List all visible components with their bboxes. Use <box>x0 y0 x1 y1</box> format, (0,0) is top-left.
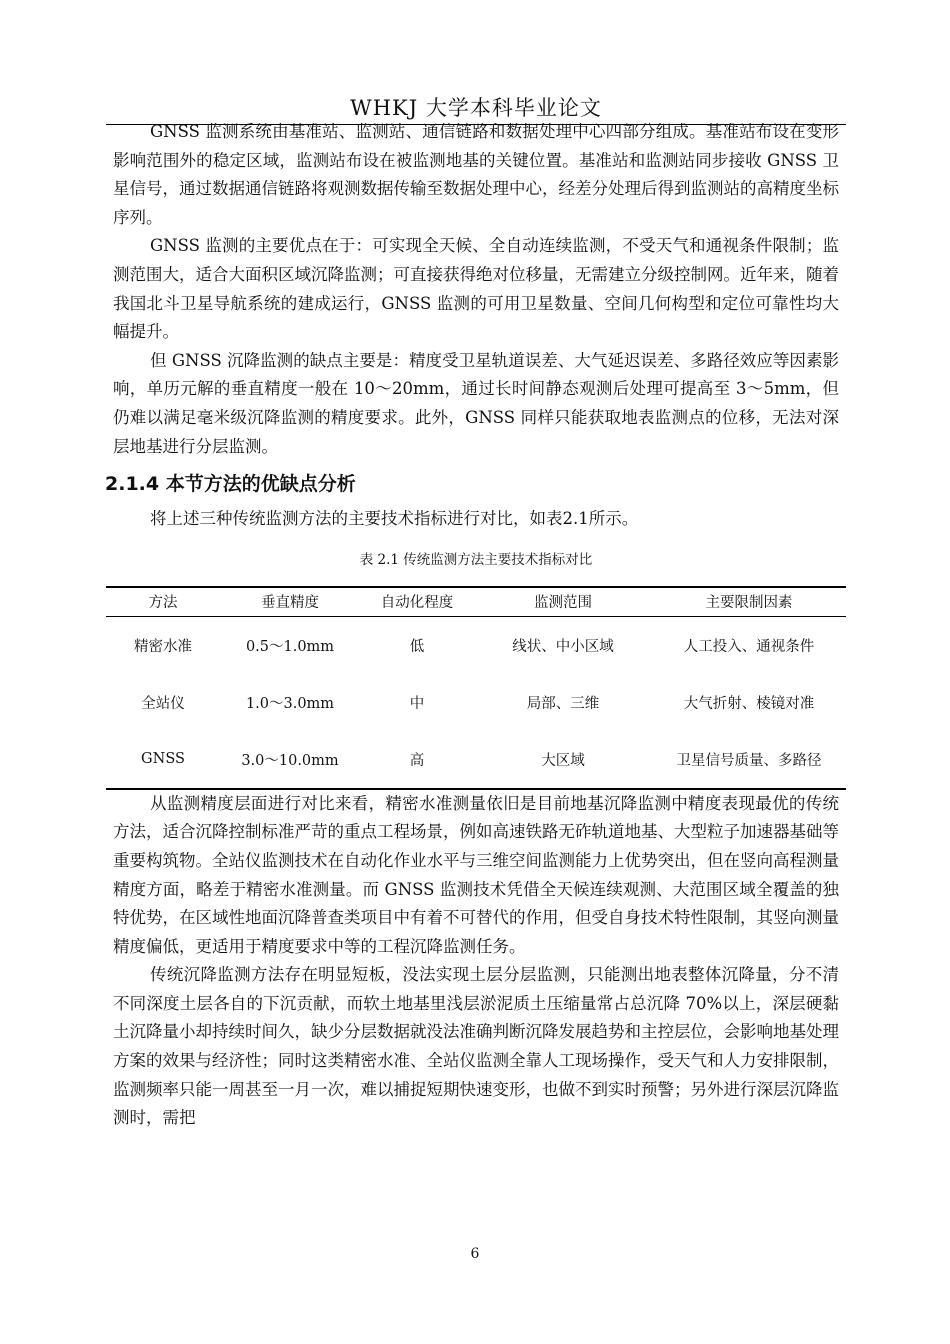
table-cell: 中 <box>409 695 425 712</box>
table-cell: 卫星信号质量、多路径 <box>652 731 846 789</box>
table-cell: 3.0～10.0mm <box>220 731 360 789</box>
paragraph: 传统沉降监测方法存在明显短板，没法实现土层分层监测，只能测出地表整体沉降量，分不清不同深度土层各自的下沉贡献，而软土地基里浅层淤泥质土压缩量常占总沉降 70%以上，深层硬黏土沉降量小却持续时间久，缺少分层数据就没法准确判断沉降发展趋势和主控层位，会影响地基处理方案的效果与经济性；同时这类精密水准、全站仪监测全靠人工现场操作，受天气和人力安排限制，监测频率只能一周甚至一月一次，难以捕捉短期快速变形，也做不到实时预警；另外进行深层沉降监测时，需把 <box>113 965 839 1128</box>
table-cell: 低 <box>409 638 425 655</box>
table-header-row <box>106 587 846 617</box>
page-number: 6 <box>470 1246 480 1262</box>
table-cell: 人工投入、通视条件 <box>683 638 815 655</box>
table-row <box>106 731 846 789</box>
paragraph: 但 GNSS 沉降监测的缺点主要是：精度受卫星轨道误差、大气延迟误差、多路径效应等因素影响，单历元解的垂直精度一般在 10～20mm，通过长时间静态观测后处理可提高至 3～5mm，但仍难以满足毫米级沉降监测的精度要求。此外，GNSS 同样只能获取地表监测点的位移，无法对深层地基进行分层监测。 <box>113 350 839 456</box>
table-cell: 大气折射、棱镜对准 <box>683 695 815 712</box>
table-cell: 线状、中小区域 <box>512 638 614 655</box>
paragraph: GNSS 监测系统由基准站、监测站、通信链路和数据处理中心四部分组成。基准站布设在变形影响范围外的稳定区域，监测站布设在被监测地基的关键位置。基准站和监测站同步接收 GNSS 卫星信号，通过数据通信链路将观测数据传输至数据处理中心，经差分处理后得到监测站的高精度坐标序列。 <box>113 122 839 227</box>
column-header: 监测范围 <box>474 587 652 617</box>
column-header: 自动化程度 <box>360 587 474 617</box>
column-header: 主要限制因素 <box>652 587 846 617</box>
paragraph: GNSS 监测的主要优点在于：可实现全天候、全自动连续监测，不受天气和通视条件限制；监测范围大，适合大面积区域沉降监测；可直接获得绝对位移量，无需建立分级控制网。近年来，随着我国北斗卫星导航系统的建成运行，GNSS 监测的可用卫星数量、空间几何构型和定位可靠性均大幅提升。 <box>113 236 839 342</box>
column-header: 垂直精度 <box>220 587 360 617</box>
table-cell: 精密水准 <box>134 638 192 655</box>
column-header: 方法 <box>106 587 220 617</box>
comparison-table <box>106 586 846 790</box>
table-cell: 0.5～1.0mm <box>245 638 335 655</box>
running-header: WHKJ 大学本科毕业论文 <box>350 96 602 120</box>
table-cell: 局部、三维 <box>526 695 600 712</box>
paragraph: 从监测精度层面进行对比来看，精密水准测量依旧是目前地基沉降监测中精度表现最优的传统方法，适合沉降控制标准严苛的重点工程场景，例如高速铁路无砟轨道地基、大型粒子加速器基础等重要构筑物。全站仪监测技术在自动化作业水平与三维空间监测能力上优势突出，但在竖向高程测量精度方面，略差于精密水准测量。而 GNSS 监测技术凭借全天候连续观测、大范围区域全覆盖的独特优势，在区域性地面沉降普查类项目中有着不可替代的作用，但受自身技术特性限制，其竖向测量精度偏低，更适用于精度要求中等的工程沉降监测任务。 <box>113 793 839 956</box>
table-cell: GNSS <box>106 731 220 789</box>
table-cell: 1.0～3.0mm <box>245 695 335 712</box>
section-heading: 2.1.4 本节方法的优缺点分析 <box>105 473 356 496</box>
table-cell: 高 <box>360 731 474 789</box>
table-cell: 全站仪 <box>141 695 185 712</box>
table-row <box>106 616 846 674</box>
table-caption: 表 2.1 传统监测方法主要技术指标对比 <box>359 551 593 568</box>
table-intro: 将上述三种传统监测方法的主要技术指标进行对比，如表2.1所示。 <box>150 509 639 529</box>
table-cell: 大区域 <box>474 731 652 789</box>
table-row <box>106 674 846 731</box>
page-body <box>105 118 839 1133</box>
